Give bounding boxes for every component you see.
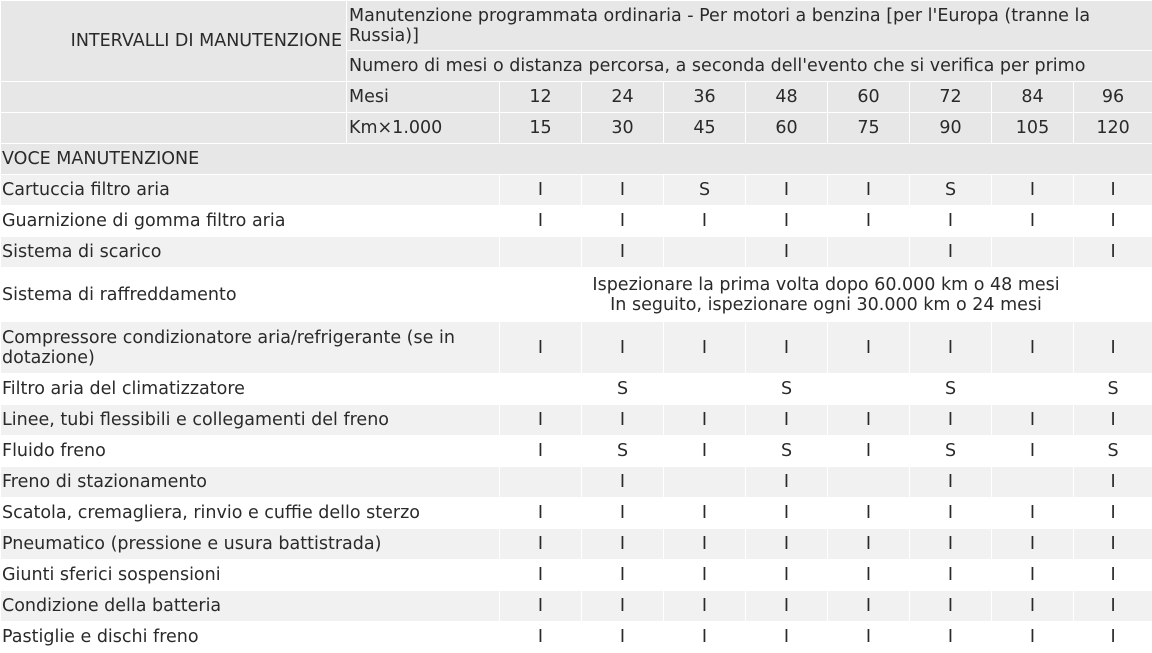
interval-cell: I [1074,529,1152,560]
km-cell: 30 [582,113,664,144]
month-cell: 72 [910,82,992,113]
interval-cell: I [992,622,1074,653]
interval-cell: I [746,175,828,206]
interval-cell: S [910,175,992,206]
interval-cell: I [500,175,582,206]
interval-cell: I [992,405,1074,436]
interval-cell: I [746,206,828,237]
interval-cell: I [746,591,828,622]
maintenance-item-label: Cartuccia filtro aria [1,175,500,206]
table-row [1,374,1152,405]
maintenance-item-label: Pneumatico (pressione e usura battistrada) [1,529,500,560]
interval-cell: I [664,498,746,529]
table-row [1,560,1152,591]
schedule-subtitle: Numero di mesi o distanza percorsa, a seconda dell'evento che si verifica per primo [347,51,1152,82]
interval-cell [664,374,746,405]
months-label: Mesi [347,82,500,113]
empty-cell [1,113,347,144]
km-cell: 105 [992,113,1074,144]
month-cell: 12 [500,82,582,113]
interval-cell: I [582,560,664,591]
km-cell: 60 [746,113,828,144]
interval-cell: S [746,374,828,405]
month-cell: 96 [1074,82,1152,113]
interval-cell: I [910,529,992,560]
interval-cell: I [746,529,828,560]
interval-cell: I [1074,322,1152,374]
interval-cell: I [500,560,582,591]
month-cell: 48 [746,82,828,113]
interval-cell: I [1074,405,1152,436]
interval-cell: I [500,529,582,560]
interval-cell: I [992,591,1074,622]
interval-cell [992,237,1074,268]
interval-cell: I [828,436,910,467]
interval-cell: I [828,498,910,529]
interval-cell [664,467,746,498]
interval-cell: I [746,560,828,591]
interval-cell [992,374,1074,405]
table-row [1,405,1152,436]
interval-cell: I [500,498,582,529]
corner-label: INTERVALLI DI MANUTENZIONE [1,1,347,82]
interval-cell [828,237,910,268]
interval-cell: I [582,322,664,374]
maintenance-item-label: Giunti sferici sospensioni [1,560,500,591]
interval-cell: S [910,374,992,405]
interval-cell: I [746,622,828,653]
table-row [1,591,1152,622]
maintenance-item-label: Pastiglie e dischi freno [1,622,500,653]
interval-cell: I [992,498,1074,529]
interval-cell: I [992,206,1074,237]
interval-cell: I [910,498,992,529]
inspection-note-line: In seguito, ispezionare ogni 30.000 km o 24 mesi [502,295,1150,315]
month-cell: 36 [664,82,746,113]
maintenance-item-label: Filtro aria del climatizzatore [1,374,500,405]
interval-cell: I [828,591,910,622]
interval-cell: I [746,467,828,498]
interval-cell: I [582,206,664,237]
interval-cell [828,467,910,498]
interval-cell [500,374,582,405]
maintenance-item-label: Freno di stazionamento [1,467,500,498]
interval-cell: I [500,436,582,467]
interval-cell: I [1074,206,1152,237]
interval-cell: I [582,405,664,436]
interval-cell [500,237,582,268]
interval-cell: I [746,405,828,436]
interval-cell: I [1074,467,1152,498]
interval-cell: I [664,591,746,622]
interval-cell: I [500,405,582,436]
maintenance-item-label: Scatola, cremagliera, rinvio e cuffie dello sterzo [1,498,500,529]
interval-cell: I [582,498,664,529]
maintenance-item-label: Condizione della batteria [1,591,500,622]
interval-cell: I [746,237,828,268]
section-header-row [1,144,1152,175]
interval-cell: I [500,591,582,622]
interval-cell: S [582,374,664,405]
km-row [1,113,1152,144]
interval-cell: I [828,405,910,436]
interval-cell: I [500,622,582,653]
maintenance-item-label: Sistema di raffreddamento [1,268,500,322]
interval-cell: I [1074,622,1152,653]
table-row [1,175,1152,206]
km-cell: 15 [500,113,582,144]
interval-cell: I [582,529,664,560]
table-row [1,436,1152,467]
interval-cell: I [500,322,582,374]
inspection-note-line: Ispezionare la prima volta dopo 60.000 km o 48 mesi [502,275,1150,295]
interval-cell: I [992,322,1074,374]
interval-cell: I [664,622,746,653]
interval-cell: S [1074,436,1152,467]
maintenance-item-label: Compressore condizionatore aria/refrigerante (se in dotazione) [1,322,500,374]
interval-cell: I [910,237,992,268]
empty-cell [1,82,347,113]
table-row [1,322,1152,374]
interval-cell: S [1074,374,1152,405]
interval-cell: I [910,591,992,622]
interval-cell: I [582,175,664,206]
km-cell: 120 [1074,113,1152,144]
interval-cell: I [828,322,910,374]
interval-cell [828,374,910,405]
interval-cell: I [1074,175,1152,206]
interval-cell: I [910,560,992,591]
interval-cell: I [582,467,664,498]
month-cell: 24 [582,82,664,113]
interval-cell: I [746,322,828,374]
interval-cell: I [664,322,746,374]
maintenance-item-label: Linee, tubi flessibili e collegamenti del freno [1,405,500,436]
interval-cell: I [582,591,664,622]
interval-cell: I [828,622,910,653]
km-cell: 75 [828,113,910,144]
interval-cell: I [664,405,746,436]
month-cell: 84 [992,82,1074,113]
interval-cell: I [910,322,992,374]
months-row [1,82,1152,113]
section-label: VOCE MANUTENZIONE [1,144,1152,175]
maintenance-item-label: Sistema di scarico [1,237,500,268]
interval-cell: I [992,436,1074,467]
table-row [1,206,1152,237]
interval-cell: I [992,175,1074,206]
maintenance-item-label: Guarnizione di gomma filtro aria [1,206,500,237]
km-cell: 90 [910,113,992,144]
maintenance-rows [1,175,1152,653]
interval-cell: I [582,622,664,653]
interval-cell: I [664,436,746,467]
table-row [1,237,1152,268]
table-row [1,467,1152,498]
maintenance-item-label: Fluido freno [1,436,500,467]
interval-cell: I [992,560,1074,591]
interval-cell [500,467,582,498]
table-row [1,268,1152,322]
interval-cell: I [910,405,992,436]
interval-cell: S [664,175,746,206]
table-row [1,498,1152,529]
interval-cell: I [1074,498,1152,529]
interval-cell: I [828,560,910,591]
interval-cell: I [1074,560,1152,591]
interval-cell [664,237,746,268]
interval-cell: S [582,436,664,467]
table-row [1,529,1152,560]
interval-cell: I [1074,591,1152,622]
interval-cell: I [664,529,746,560]
interval-cell: I [910,206,992,237]
interval-cell: I [1074,237,1152,268]
schedule-title: Manutenzione programmata ordinaria - Per motori a benzina [per l'Europa (tranne la Russia)] [347,1,1152,51]
interval-cell: I [582,237,664,268]
interval-cell: I [664,206,746,237]
interval-cell [992,467,1074,498]
interval-cell: S [910,436,992,467]
km-cell: 45 [664,113,746,144]
month-cell: 60 [828,82,910,113]
interval-cell: I [828,529,910,560]
interval-cell: I [828,175,910,206]
inspection-note [500,268,1152,322]
interval-cell: I [500,206,582,237]
interval-cell: I [910,467,992,498]
interval-cell: I [992,529,1074,560]
table-row [1,622,1152,653]
header-title-row [1,1,1152,51]
interval-cell: I [828,206,910,237]
km-label: Km×1.000 [347,113,500,144]
interval-cell: I [910,622,992,653]
interval-cell: I [664,560,746,591]
interval-cell: S [746,436,828,467]
interval-cell: I [746,498,828,529]
